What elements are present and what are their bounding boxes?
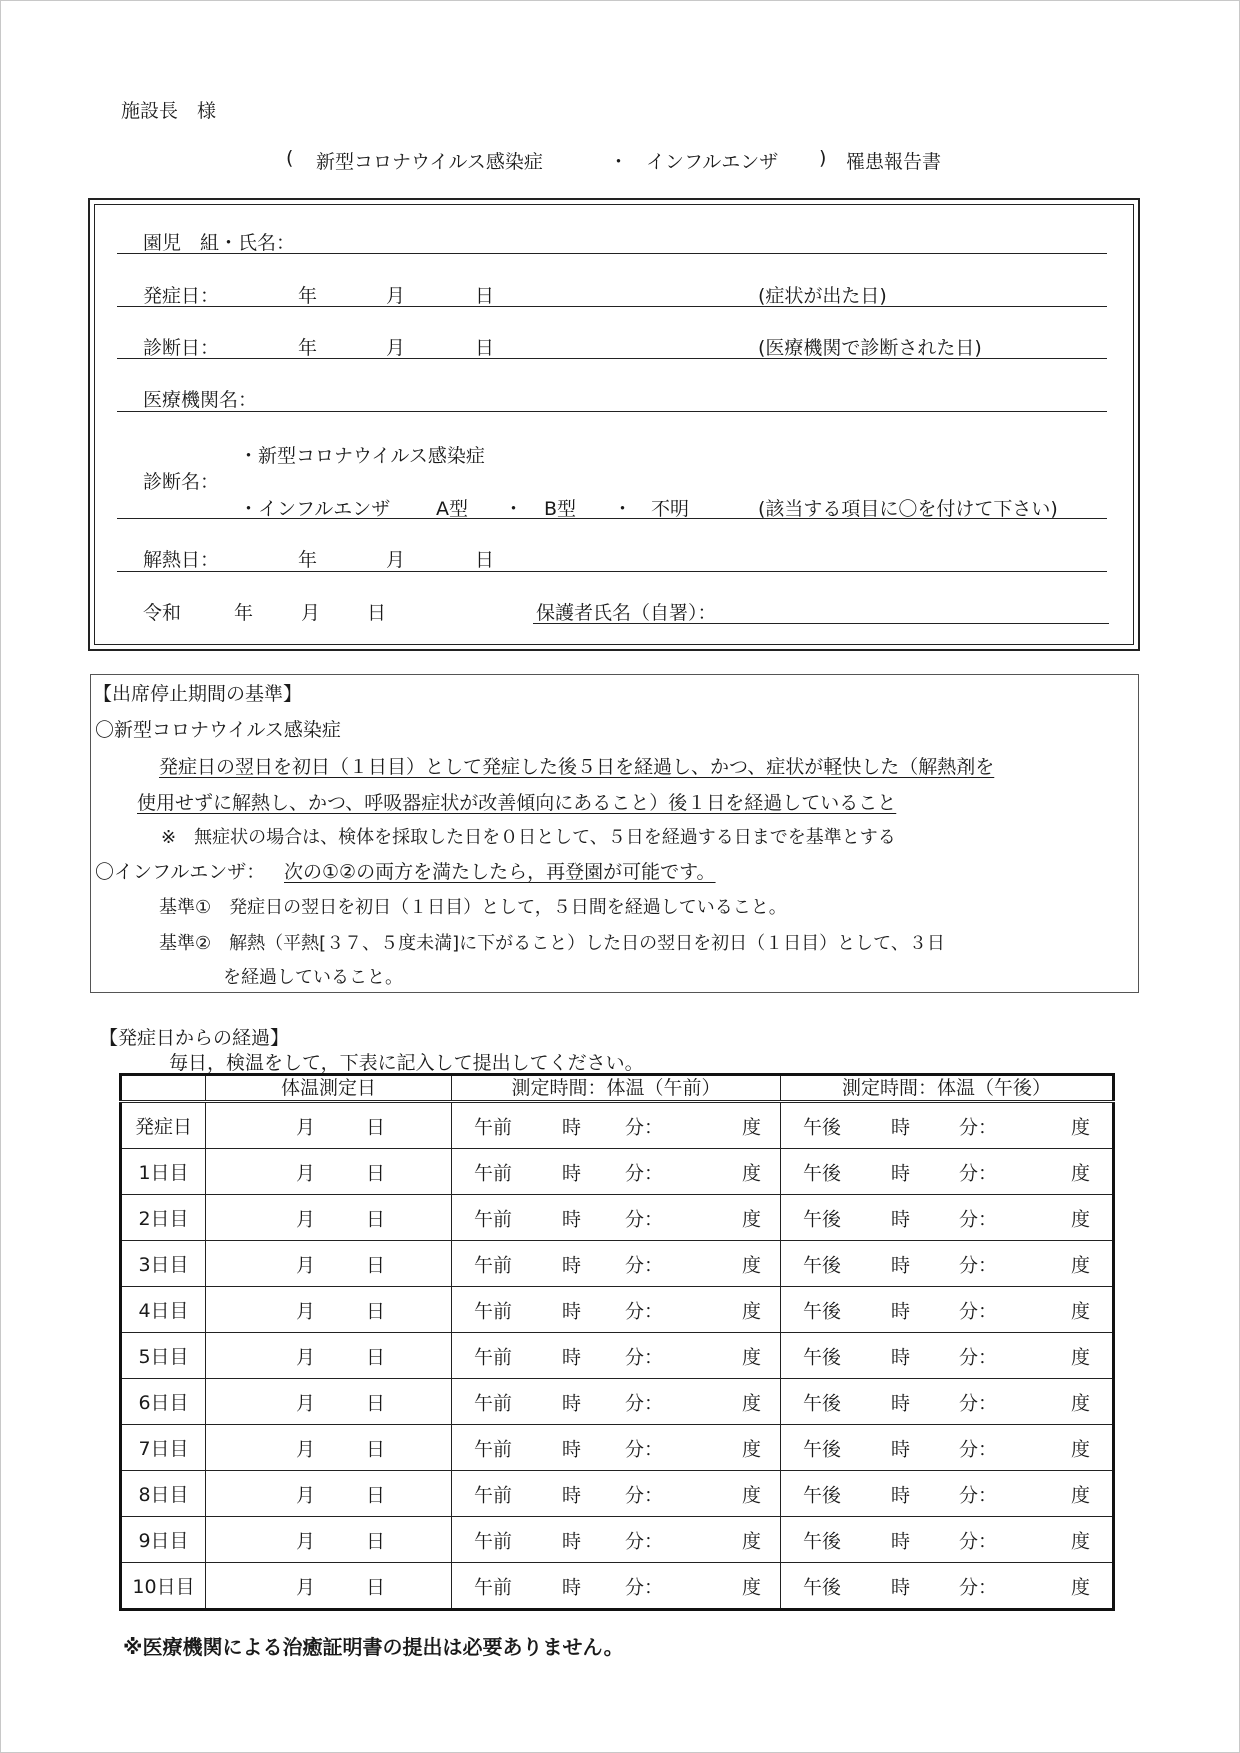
minute-label: 分：: [625, 1392, 664, 1414]
minute-label: 分：: [959, 1300, 998, 1322]
degree-label: 度: [742, 1484, 762, 1506]
fever-down-month: 月: [386, 549, 406, 571]
day-label-unit: 日: [366, 1254, 386, 1276]
onset-date-field[interactable]: [117, 306, 1107, 307]
flu-dot-2: ・: [613, 498, 633, 520]
degree-label: 度: [1071, 1162, 1091, 1184]
guardian-label: 保護者氏名（自署）：: [536, 602, 717, 624]
degree-label: 度: [1071, 1300, 1091, 1322]
minute-label: 分：: [959, 1530, 998, 1552]
month-label: 月: [296, 1254, 316, 1276]
day-label: 4日目: [121, 1287, 206, 1333]
minute-label: 分：: [625, 1438, 664, 1460]
pm-label: 午後: [803, 1162, 842, 1184]
day-label-unit: 日: [366, 1208, 386, 1230]
hour-label: 時: [891, 1254, 911, 1276]
measure-date-cell[interactable]: [206, 1102, 452, 1149]
hour-label: 時: [891, 1392, 911, 1414]
hour-label: 時: [562, 1392, 582, 1414]
pm-temp-cell[interactable]: [781, 1425, 1114, 1471]
pm-temp-cell[interactable]: [781, 1241, 1114, 1287]
temperature-table: [119, 1073, 1115, 1611]
covid-criteria-line2: 使用せずに解熱し、かつ、呼吸器症状が改善傾向にあること）後１日を経過していること: [137, 792, 897, 814]
am-temp-cell[interactable]: [452, 1425, 781, 1471]
title-paren-close: ): [819, 147, 827, 169]
table-row: [121, 1333, 1114, 1379]
sign-month: 月: [301, 602, 321, 624]
table-row: [121, 1517, 1114, 1563]
flu-criteria-title: 〇インフルエンザ：: [95, 861, 266, 883]
day-label: 7日目: [121, 1425, 206, 1471]
diagnosis-name-line: [117, 518, 1107, 519]
diag-option-flu[interactable]: ・インフルエンザ: [239, 498, 391, 520]
title-paren-open: (: [286, 147, 294, 169]
minute-label: 分：: [625, 1116, 664, 1138]
covid-asymptomatic-note: ※ 無症状の場合は、検体を採取した日を０日として、５日を経過する日までを基準とする: [161, 827, 896, 848]
minute-label: 分：: [625, 1484, 664, 1506]
header-blank: [121, 1075, 206, 1102]
month-label: 月: [296, 1300, 316, 1322]
am-temp-cell[interactable]: [452, 1102, 781, 1149]
day-label-unit: 日: [366, 1530, 386, 1552]
day-label-unit: 日: [366, 1438, 386, 1460]
degree-label: 度: [742, 1254, 762, 1276]
flu-type-b[interactable]: B型: [544, 498, 577, 520]
degree-label: 度: [1071, 1346, 1091, 1368]
guardian-signature-field[interactable]: [533, 623, 1109, 624]
hour-label: 時: [891, 1162, 911, 1184]
table-row: [121, 1379, 1114, 1425]
minute-label: 分：: [959, 1438, 998, 1460]
pm-temp-cell[interactable]: [781, 1102, 1114, 1149]
diagnosis-note: (医療機関で診断された日): [758, 337, 982, 359]
title-option-flu: インフルエンザ: [646, 151, 779, 173]
degree-label: 度: [1071, 1254, 1091, 1276]
month-label: 月: [296, 1484, 316, 1506]
table-row: [121, 1287, 1114, 1333]
measure-date-cell[interactable]: [206, 1333, 452, 1379]
am-label: 午前: [474, 1484, 513, 1506]
am-temp-cell[interactable]: [452, 1149, 781, 1195]
minute-label: 分：: [625, 1300, 664, 1322]
day-label: 1日目: [121, 1149, 206, 1195]
diagnosis-selection-note: (該当する項目に〇を付けて下さい): [758, 498, 1058, 520]
hour-label: 時: [562, 1576, 582, 1598]
minute-label: 分：: [959, 1208, 998, 1230]
sign-year: 年: [234, 602, 254, 624]
progress-instruction: 毎日，検温をして，下表に記入して提出してください。: [169, 1052, 644, 1074]
day-label-unit: 日: [366, 1392, 386, 1414]
am-temp-cell[interactable]: [452, 1563, 781, 1610]
child-name-label: 園児 組・氏名：: [143, 232, 296, 254]
day-label-unit: 日: [366, 1576, 386, 1598]
am-label: 午前: [474, 1438, 513, 1460]
degree-label: 度: [742, 1300, 762, 1322]
am-temp-cell[interactable]: [452, 1287, 781, 1333]
measure-date-cell[interactable]: [206, 1563, 452, 1610]
am-label: 午前: [474, 1116, 513, 1138]
measure-date-cell[interactable]: [206, 1241, 452, 1287]
degree-label: 度: [1071, 1116, 1091, 1138]
hour-label: 時: [562, 1254, 582, 1276]
hour-label: 時: [562, 1208, 582, 1230]
pm-label: 午後: [803, 1208, 842, 1230]
criteria-heading: 【出席停止期間の基準】: [93, 683, 303, 705]
am-label: 午前: [474, 1254, 513, 1276]
flu-dot-1: ・: [504, 498, 524, 520]
measure-date-cell[interactable]: [206, 1195, 452, 1241]
fever-down-field[interactable]: [117, 571, 1107, 572]
header-date: 体温測定日: [206, 1075, 452, 1102]
day-label: 8日目: [121, 1471, 206, 1517]
degree-label: 度: [1071, 1208, 1091, 1230]
am-temp-cell[interactable]: [452, 1471, 781, 1517]
day-label: 2日目: [121, 1195, 206, 1241]
pm-label: 午後: [803, 1116, 842, 1138]
flu-type-a[interactable]: A型: [436, 498, 468, 520]
table-row: [121, 1102, 1114, 1149]
pm-label: 午後: [803, 1438, 842, 1460]
day-label-unit: 日: [366, 1346, 386, 1368]
month-label: 月: [296, 1162, 316, 1184]
diagnosis-year: 年: [298, 337, 318, 359]
am-temp-cell[interactable]: [452, 1379, 781, 1425]
onset-month: 月: [386, 285, 406, 307]
hour-label: 時: [891, 1484, 911, 1506]
day-label: 6日目: [121, 1379, 206, 1425]
covid-criteria-line1: 発症日の翌日を初日（１日目）として発症した後５日を経過し、かつ、症状が軽快した（解熱剤を: [159, 756, 995, 778]
degree-label: 度: [1071, 1576, 1091, 1598]
child-name-field[interactable]: [117, 253, 1107, 254]
pm-label: 午後: [803, 1346, 842, 1368]
day-label: 10日目: [121, 1563, 206, 1610]
am-label: 午前: [474, 1576, 513, 1598]
pm-temp-cell[interactable]: [781, 1195, 1114, 1241]
title-separator: ・: [609, 151, 629, 173]
hour-label: 時: [562, 1300, 582, 1322]
month-label: 月: [296, 1392, 316, 1414]
progress-heading: 【発症日からの経過】: [99, 1027, 290, 1049]
table-header-row: [121, 1075, 1114, 1102]
hour-label: 時: [562, 1484, 582, 1506]
degree-label: 度: [742, 1576, 762, 1598]
hour-label: 時: [891, 1208, 911, 1230]
footnote: ※医療機関による治癒証明書の提出は必要ありません。: [123, 1635, 624, 1659]
institution-label: 医療機関名：: [143, 389, 258, 411]
month-label: 月: [296, 1208, 316, 1230]
month-label: 月: [296, 1116, 316, 1138]
hour-label: 時: [891, 1300, 911, 1322]
sign-day: 日: [367, 602, 387, 624]
month-label: 月: [296, 1530, 316, 1552]
header-pm: 測定時間：体温（午後）: [781, 1075, 1114, 1102]
minute-label: 分：: [959, 1116, 998, 1138]
am-label: 午前: [474, 1530, 513, 1552]
onset-year: 年: [298, 285, 318, 307]
flu-criterion-2-line1: 基準② 解熱（平熱[３７、５度未満]に下がること）した日の翌日を初日（１日目）として、３日: [159, 933, 945, 954]
minute-label: 分：: [959, 1576, 998, 1598]
measure-date-cell[interactable]: [206, 1471, 452, 1517]
table-row: [121, 1471, 1114, 1517]
hour-label: 時: [562, 1346, 582, 1368]
minute-label: 分：: [959, 1346, 998, 1368]
covid-criteria-title: 〇新型コロナウイルス感染症: [95, 719, 341, 741]
minute-label: 分：: [625, 1530, 664, 1552]
header-am: 測定時間：体温（午前）: [452, 1075, 781, 1102]
hour-label: 時: [562, 1116, 582, 1138]
am-label: 午前: [474, 1162, 513, 1184]
hour-label: 時: [562, 1438, 582, 1460]
day-label-unit: 日: [366, 1484, 386, 1506]
degree-label: 度: [1071, 1392, 1091, 1414]
measure-date-cell[interactable]: [206, 1425, 452, 1471]
measure-date-cell[interactable]: [206, 1517, 452, 1563]
am-label: 午前: [474, 1300, 513, 1322]
table-row: [121, 1563, 1114, 1610]
sign-era: 令和: [143, 602, 182, 624]
fever-down-day: 日: [475, 549, 495, 571]
am-temp-cell[interactable]: [452, 1241, 781, 1287]
day-label: 3日目: [121, 1241, 206, 1287]
minute-label: 分：: [959, 1254, 998, 1276]
day-label: 発症日: [121, 1102, 206, 1149]
minute-label: 分：: [625, 1346, 664, 1368]
minute-label: 分：: [625, 1208, 664, 1230]
diagnosis-date-label: 診断日：: [143, 337, 220, 359]
table-row: [121, 1425, 1114, 1471]
am-label: 午前: [474, 1208, 513, 1230]
minute-label: 分：: [959, 1484, 998, 1506]
degree-label: 度: [742, 1116, 762, 1138]
day-label-unit: 日: [366, 1300, 386, 1322]
hour-label: 時: [891, 1530, 911, 1552]
degree-label: 度: [742, 1162, 762, 1184]
day-label-unit: 日: [366, 1162, 386, 1184]
month-label: 月: [296, 1346, 316, 1368]
degree-label: 度: [1071, 1484, 1091, 1506]
diag-option-covid[interactable]: ・新型コロナウイルス感染症: [239, 445, 485, 467]
degree-label: 度: [742, 1346, 762, 1368]
minute-label: 分：: [959, 1162, 998, 1184]
pm-temp-cell[interactable]: [781, 1287, 1114, 1333]
month-label: 月: [296, 1576, 316, 1598]
pm-label: 午後: [803, 1530, 842, 1552]
title-suffix: 罹患報告書: [846, 151, 942, 173]
pm-label: 午後: [803, 1576, 842, 1598]
minute-label: 分：: [625, 1576, 664, 1598]
diagnosis-month: 月: [386, 337, 406, 359]
hour-label: 時: [891, 1346, 911, 1368]
flu-criterion-1: 基準① 発症日の翌日を初日（１日目）として，５日間を経過していること。: [159, 897, 787, 918]
am-temp-cell[interactable]: [452, 1333, 781, 1379]
onset-note: (症状が出た日): [758, 285, 887, 307]
hour-label: 時: [562, 1530, 582, 1552]
flu-unknown[interactable]: 不明: [651, 498, 690, 520]
fever-down-label: 解熱日：: [143, 549, 220, 571]
day-label-unit: 日: [366, 1116, 386, 1138]
pm-temp-cell[interactable]: [781, 1149, 1114, 1195]
addressee: 施設長 様: [121, 100, 217, 122]
day-label: 5日目: [121, 1333, 206, 1379]
diagnosis-date-field[interactable]: [117, 358, 1107, 359]
pm-temp-cell[interactable]: [781, 1333, 1114, 1379]
pm-temp-cell[interactable]: [781, 1471, 1114, 1517]
title-option-covid: 新型コロナウイルス感染症: [316, 151, 543, 173]
diagnosis-name-label: 診断名：: [143, 471, 220, 493]
hour-label: 時: [891, 1576, 911, 1598]
degree-label: 度: [742, 1208, 762, 1230]
measure-date-cell[interactable]: [206, 1149, 452, 1195]
hour-label: 時: [891, 1438, 911, 1460]
degree-label: 度: [742, 1438, 762, 1460]
degree-label: 度: [742, 1392, 762, 1414]
pm-label: 午後: [803, 1254, 842, 1276]
am-label: 午前: [474, 1392, 513, 1414]
onset-date-label: 発症日：: [143, 285, 220, 307]
flu-criteria-condition: 次の①②の両方を満たしたら，再登園が可能です。: [284, 861, 716, 883]
day-label: 9日目: [121, 1517, 206, 1563]
diagnosis-day: 日: [475, 337, 495, 359]
measure-date-cell[interactable]: [206, 1287, 452, 1333]
pm-temp-cell[interactable]: [781, 1563, 1114, 1610]
pm-label: 午後: [803, 1392, 842, 1414]
table-row: [121, 1149, 1114, 1195]
degree-label: 度: [742, 1530, 762, 1552]
am-temp-cell[interactable]: [452, 1517, 781, 1563]
pm-temp-cell[interactable]: [781, 1379, 1114, 1425]
minute-label: 分：: [625, 1254, 664, 1276]
am-temp-cell[interactable]: [452, 1195, 781, 1241]
minute-label: 分：: [959, 1392, 998, 1414]
table-row: [121, 1195, 1114, 1241]
onset-day: 日: [475, 285, 495, 307]
flu-criterion-2-line2: を経過していること。: [223, 967, 403, 988]
degree-label: 度: [1071, 1438, 1091, 1460]
am-label: 午前: [474, 1346, 513, 1368]
hour-label: 時: [891, 1116, 911, 1138]
pm-temp-cell[interactable]: [781, 1517, 1114, 1563]
pm-label: 午後: [803, 1484, 842, 1506]
report-form: [88, 198, 1140, 651]
month-label: 月: [296, 1438, 316, 1460]
degree-label: 度: [1071, 1530, 1091, 1552]
pm-label: 午後: [803, 1300, 842, 1322]
hour-label: 時: [562, 1162, 582, 1184]
minute-label: 分：: [625, 1162, 664, 1184]
institution-field[interactable]: [117, 411, 1107, 412]
measure-date-cell[interactable]: [206, 1379, 452, 1425]
table-row: [121, 1241, 1114, 1287]
fever-down-year: 年: [298, 549, 318, 571]
